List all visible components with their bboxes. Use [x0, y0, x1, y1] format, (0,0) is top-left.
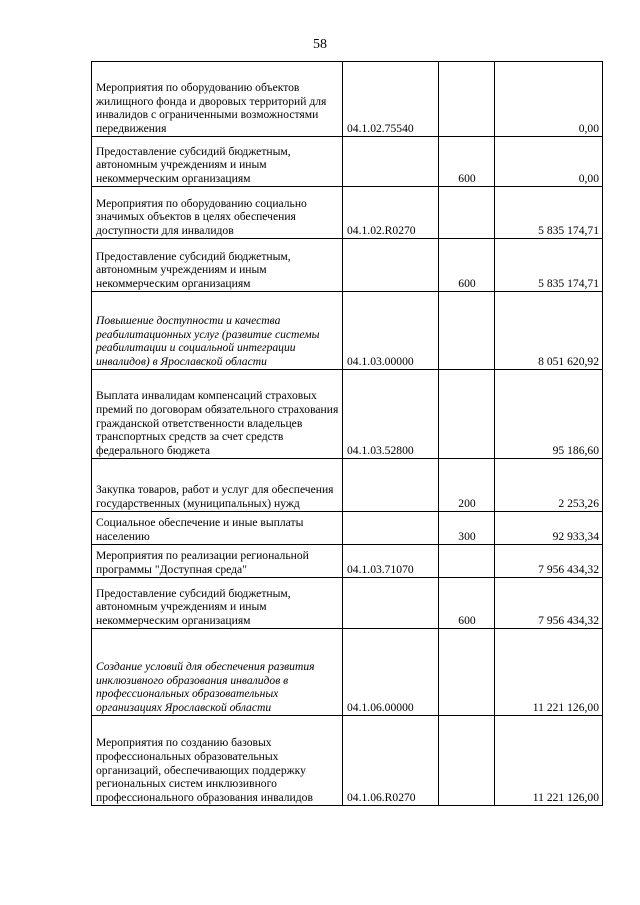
row-name-cell [92, 716, 343, 806]
row-code: 04.1.03.71070 [347, 563, 414, 577]
row-code-cell [343, 187, 439, 239]
row-code-cell [343, 292, 439, 370]
row-name-cell [92, 239, 343, 292]
row-sum-cell [495, 629, 603, 716]
page-number: 58 [313, 37, 327, 52]
row-name-cell [92, 62, 343, 137]
row-type: 200 [458, 497, 476, 511]
row-code: 04.1.06.R0270 [347, 791, 416, 805]
row-sum: 7 956 434,32 [538, 614, 599, 628]
row-sum: 8 051 620,92 [538, 355, 599, 369]
table-row [92, 62, 603, 137]
row-name: Мероприятия по оборудованию объектов жилищного фонда и дворовых территорий для инвалидов с ограниченными возможностями передвижения [96, 80, 327, 136]
row-name-cell [92, 137, 343, 187]
row-name: Мероприятия по оборудованию социально значимых объектов в целях обеспечения доступности для инвалидов [96, 196, 307, 238]
row-name-cell [92, 512, 343, 545]
row-sum-cell [495, 62, 603, 137]
row-sum-cell [495, 459, 603, 512]
row-code: 04.1.03.52800 [347, 444, 414, 458]
row-code-cell [343, 545, 439, 578]
row-name: Предоставление субсидий бюджетным, автономным учреждениям и иным некоммерческим организациям [96, 144, 291, 186]
row-sum: 0,00 [578, 122, 599, 136]
row-type-cell [439, 137, 495, 187]
row-code: 04.1.02.75540 [347, 122, 414, 136]
row-sum: 0,00 [578, 172, 599, 186]
table-row [92, 239, 603, 292]
row-code: 04.1.03.00000 [347, 355, 414, 369]
row-name: Предоставление субсидий бюджетным, автономным учреждениям и иным некоммерческим организациям [96, 586, 291, 628]
row-name: Закупка товаров, работ и услуг для обеспечения государственных (муниципальных) нужд [96, 483, 334, 511]
row-code-cell [343, 578, 439, 629]
table-row [92, 545, 603, 578]
row-sum: 92 933,34 [552, 530, 599, 544]
row-sum-cell [495, 370, 603, 459]
table-row [92, 512, 603, 545]
row-type-cell [439, 512, 495, 545]
row-sum: 95 186,60 [552, 444, 599, 458]
row-code-cell [343, 370, 439, 459]
row-name-cell [92, 187, 343, 239]
row-type-cell [439, 187, 495, 239]
row-code: 04.1.02.R0270 [347, 224, 416, 238]
row-type: 600 [458, 614, 476, 628]
row-type-cell [439, 459, 495, 512]
row-type-cell [439, 578, 495, 629]
row-name: Мероприятия по созданию базовых профессиональных образовательных организаций, обеспечивающих поддержку региональных систем инклюзивного профессионального образования инвалидов [96, 736, 313, 805]
table-row [92, 292, 603, 370]
row-type-cell [439, 239, 495, 292]
row-name: Предоставление субсидий бюджетным, автономным учреждениям и иным некоммерческим организациям [96, 249, 291, 291]
row-name-cell [92, 459, 343, 512]
row-sum-cell [495, 545, 603, 578]
table-row [92, 629, 603, 716]
row-name-cell [92, 545, 343, 578]
row-type: 300 [458, 530, 476, 544]
row-sum-cell [495, 187, 603, 239]
row-type: 600 [458, 277, 476, 291]
table-row [92, 137, 603, 187]
row-code-cell [343, 62, 439, 137]
row-name-cell [92, 578, 343, 629]
row-code-cell [343, 512, 439, 545]
table-row [92, 716, 603, 806]
row-sum: 5 835 174,71 [538, 224, 599, 238]
row-code-cell [343, 716, 439, 806]
row-type-cell [439, 545, 495, 578]
row-name-cell [92, 292, 343, 370]
row-sum-cell [495, 578, 603, 629]
row-sum: 2 253,26 [558, 497, 599, 511]
row-code-cell [343, 137, 439, 187]
row-name: Создание условий для обеспечения развития инклюзивного образования инвалидов в профессиональных образовательных организациях Ярославской области [96, 659, 315, 715]
row-sum-cell [495, 292, 603, 370]
row-sum-cell [495, 137, 603, 187]
row-name-cell [92, 370, 343, 459]
row-sum: 11 221 126,00 [532, 701, 599, 715]
row-code: 04.1.06.00000 [347, 701, 414, 715]
row-sum-cell [495, 239, 603, 292]
row-sum: 11 221 126,00 [532, 791, 599, 805]
row-type-cell [439, 629, 495, 716]
row-sum-cell [495, 512, 603, 545]
row-type-cell [439, 292, 495, 370]
row-name: Мероприятия по реализации региональной программы "Доступная среда" [96, 549, 309, 577]
row-name: Выплата инвалидам компенсаций страховых премий по договорам обязательного страхования гражданской ответственности владельцев транспортных средств за счет средств федерального бюджета [96, 389, 339, 458]
row-type-cell [439, 62, 495, 137]
row-type: 600 [458, 172, 476, 186]
table-row [92, 370, 603, 459]
row-sum-cell [495, 716, 603, 806]
row-type-cell [439, 370, 495, 459]
table-row [92, 187, 603, 239]
row-code-cell [343, 629, 439, 716]
row-sum: 7 956 434,32 [538, 563, 599, 577]
row-name: Социальное обеспечение и иные выплаты населению [96, 516, 304, 544]
row-name-cell [92, 629, 343, 716]
budget-table [91, 61, 603, 806]
row-code-cell [343, 239, 439, 292]
table-row [92, 578, 603, 629]
row-type-cell [439, 716, 495, 806]
row-code-cell [343, 459, 439, 512]
table-row [92, 459, 603, 512]
row-name: Повышение доступности и качества реабилитационных услуг (развитие системы реабилитации и социальной интеграции инвалидов) в Ярославской области [96, 313, 320, 369]
row-sum: 5 835 174,71 [538, 277, 599, 291]
